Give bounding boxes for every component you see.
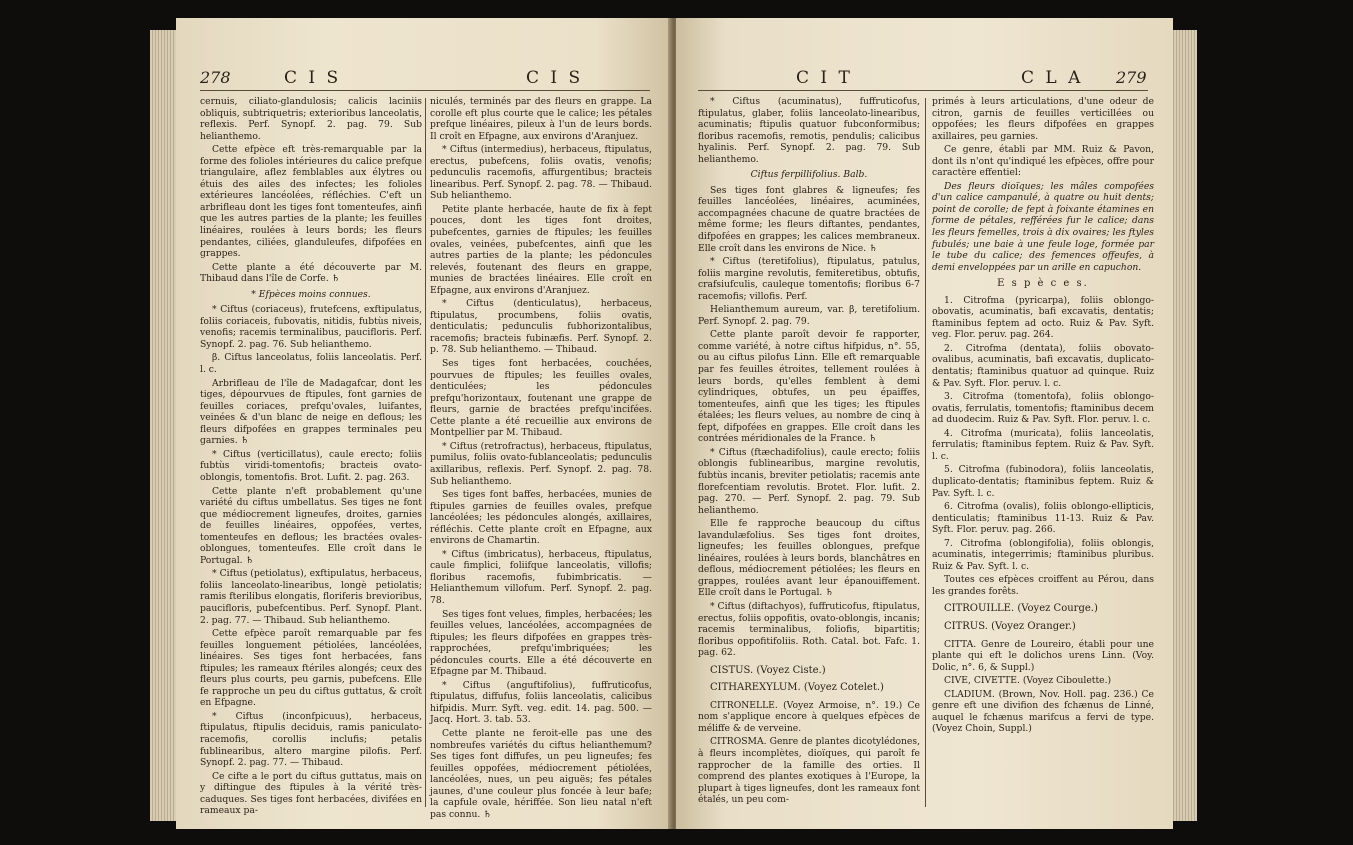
- paragraph: Ses tiges font herbacées, couchées, pourvues de ftipules; les feuilles ovales, denticulées; les pédoncules prefqu'horizontaux, foutenant une grappe de fleurs, garnie de bractées prefqu'incifées. Cette plante a été recueillie aux environs de Montpellier par M. Thibaud.: [430, 358, 652, 439]
- paragraph: CLADIUM. (Brown, Nov. Holl. pag. 236.) Ce genre eft une divifion des fchænus de Linné, auquel le fchænus marifcus a fervi de type. (Voyez Choin, Suppl.): [932, 688, 1154, 735]
- paragraph: * Ciftus (imbricatus), herbaceus, ftipulatus, caule fimplici, foliifque lanceolatis, villofis; floribus racemofis, fubimbricatis. — Helianthemum villofum. Perf. Synopf. 2. pag. 78.: [430, 548, 652, 606]
- column-divider: [425, 98, 426, 807]
- paragraph: Ses tiges font baffes, herbacées, munies de ftipules garnies de feuilles ovales, prefque lancéolées; les pédoncules alongés, axillaires, réfléchis. Cette plante croît en Efpagne, aux environs de Chamartin.: [430, 489, 652, 547]
- right-page-column-2: [932, 96, 1154, 737]
- head-rule-right: [698, 90, 1148, 91]
- paragraph: Ce cifte a le port du ciftus guttatus, mais on y diftingue des ftipules à la vérité très-caduques. Ses tiges font herbacées, divifées en rameaux pa-: [200, 770, 422, 817]
- paragraph: * Ciftus (retrofractus), herbaceus, ftipulatus, pumilus, foliis ovato-fublanceolatis; pedunculis axillaribus, reflexis. Perf. Synopf. 2. pag. 78. Sub helianthemo.: [430, 440, 652, 487]
- species-entry: 3. Citrofma (tomentofa), foliis oblongo-ovatis, ferrulatis, tomentofis; ftaminibus decem ad duodecim. Ruiz & Pav. Syft. Flor. peruv. l. c.: [932, 391, 1154, 426]
- paragraph: Cette plante ne feroit-elle pas une des nombreufes variétés du ciftus helianthemum? Ses tiges font diffufes, un peu ligneufes; fes feuilles oppofées, médiocrement pétiolées, lancéolées, nues, un peu aiguës; fes pétales jaunes, d'une couleur plus foncée à leur bafe; la capfule ovale, hériffée. Son lieu natal n'eft pas connu. ♄: [430, 727, 652, 820]
- paragraph: Ce genre, établi par MM. Ruiz & Pavon, dont ils n'ont qu'indiqué les efpèces, offre pour caractère effentiel:: [932, 144, 1154, 179]
- cross-reference: CITHAREXYLUM. (Voyez Cotelet.): [710, 682, 884, 694]
- paragraph: β. Ciftus lanceolatus, foliis lanceolatis. Perf. l. c.: [200, 352, 422, 376]
- running-head-left-a: C I S: [284, 68, 342, 88]
- page-edges-right: [1171, 30, 1197, 821]
- paragraph: CITTA. Genre de Loureiro, établi pour une plante qui eft le dolichos urens Linn. (Voy. Dolic, n°. 6, & Suppl.): [932, 638, 1154, 673]
- species-entry: 1. Citrofma (pyricarpa), foliis oblongo-obovatis, acuminatis, bafi excavatis, dentatis; ftaminibus feptem ad octo. Ruiz & Pav. Syft. veg. Flor. peruv. pag. 264.: [932, 294, 1154, 341]
- paragraph: Cette plante n'eft probablement qu'une variété du ciftus umbellatus. Ses tiges ne font que médiocrement ligneufes, droites, garnies de feuilles linéaires, oppofées, vertes, tomenteufes en deflous; les bractées ovales-oblongues, tomenteufes. Elle croît dans le Portugal. ♄: [200, 485, 422, 566]
- paragraph: * Ciftus (diftachyos), fuffruticofus, ftipulatus, erectus, foliis oppofitis, ovato-oblongis, incanis; racemis terminalibus, foliofis, bipartitis; floribus oppofitifoliis. Roth. Catal. bot. Fafc. 1. pag. 62.: [698, 600, 920, 659]
- paragraph: * Ciftus (coriaceus), frutefcens, exftipulatus, foliis coriaceis, fubovatis, nitidis, fubtùs niveis, venofis; racemis terminalibus, paucifloris. Perf. Synopf. 2. pag. 76. Sub helianthemo.: [200, 304, 422, 350]
- paragraph: cernuis, ciliato-glandulosis; calicis laciniis obliquis, subtriquetris; exterioribus lanceolatis, reflexis. Perf. Synopf. 2. pag. 79. Sub helianthemo.: [200, 96, 422, 142]
- right-page: [676, 18, 1173, 829]
- species-entry: 6. Citrofma (ovalis), foliis oblongo-ellipticis, denticulatis; ftaminibus 11-13. Ruiz & Pav. Syft. Flor. peruv. pag. 266.: [932, 501, 1154, 536]
- cross-reference: CITRUS. (Voyez Oranger.): [944, 620, 1076, 632]
- paragraph: Ses tiges font glabres & ligneufes; fes feuilles lancéolées, linéaires, acuminées, accompagnées chacune de quatre bractées de même forme; les fleurs diftantes, pendantes, difpofées en grappes; les calices membraneux. Elle croît dans les environs de Nice. ♄: [698, 184, 920, 254]
- paragraph: Helianthemum aureum, var. β, teretifolium. Perf. Synopf. 2. pag. 79.: [698, 304, 920, 327]
- paragraph: Des fleurs dioïques; les mâles compofées d'un calice campanulé, à quatre ou huit dents; point de corolle; de fept à foixante étamines en forme de pétales, refférées fur le calice; dans les fleurs femelles, trois à dix ovaires; les ftyles fubulés; une baie à une feule loge, formée par le tube du calice; des femences offeufes, à demi enveloppées par un arille en capuchon.: [932, 180, 1154, 273]
- paragraph: Ses tiges font velues, fimples, herbacées; les feuilles velues, lancéolées, accompagnées de ftipules; les fleurs difpofées en grappes très-rapprochées, prefqu'imbriquées; les pédoncules courts. Elle a été découverte en Efpagne par M. Thibaud.: [430, 608, 652, 678]
- paragraph: Cette efpèce eft très-remarquable par la forme des folioles intérieures du calice prefque triangulaire, aflez femblables aux élytres ou étuis des ailes des infectes; les folioles extérieures lancéolées, réfléchies. C'eft un arbrifleau dont les tiges font tomenteufes, ainfi que les autres parties de la plante; les feuilles linéaires, roulées à leurs bords; les fleurs pendantes, ciliées, glanduleufes, difpofées en grappes.: [200, 144, 422, 260]
- running-head-left-b: C I S: [526, 68, 584, 88]
- species-entry: 5. Citrofma (fubinodora), foliis lanceolatis, duplicato-dentatis; ftaminibus feptem. Ruiz & Pav. Syft. l. c.: [932, 464, 1154, 499]
- section-heading: * Efpèces moins connues.: [251, 288, 371, 300]
- running-head-right-b: C L A: [1021, 68, 1084, 88]
- paragraph: * Ciftus (petiolatus), exftipulatus, herbaceus, foliis lanceolato-linearibus, longè petiolatis; ramis fterilibus elongatis, floriferis brevioribus, paucifloris, pubefcentibus. Perf. Synopf. Plant. 2. pag. 77. — Thibaud. Sub helianthemo.: [200, 568, 422, 626]
- cross-reference: CISTUS. (Voyez Ciste.): [710, 664, 826, 676]
- column-divider: [925, 98, 926, 807]
- paragraph: CITRONELLE. (Voyez Armoise, n°. 19.) Ce nom s'applique encore à quelques efpèces de méliffe & de verveine.: [698, 699, 920, 734]
- paragraph: Cette plante paroît devoir fe rapporter, comme variété, à notre ciftus hifpidus, n°. 55, ou au ciftus pilofus Linn. Elle eft remarquable par fes feuilles étroites, tellement roulées à leurs bords, qu'elles femblent à demi cylindriques, obtufes, un peu épaiffes, tomenteufes, ainfi que les tiges; les ftipules étalées; les fleurs velues, au nombre de cinq à fept, difpofées en grappes. Elle croît dans les contrées méridionales de la France. ♄: [698, 329, 920, 445]
- paragraph: Arbrifleau de l'île de Madagafcar, dont les tiges, dépourvues de ftipules, font garnies de feuilles coriaces, prefqu'ovales, luifantes, veinées & d'un blanc de neige en deflous; les fleurs difpofées en grappes terminales peu garnies. ♄: [200, 377, 422, 447]
- paragraph: * Ciftus (acuminatus), fuffruticofus, ftipulatus, glaber, foliis lanceolato-linearibus, acuminatis; ftipulis quatuor fubconformibus; floribus racemofis, remotis, pendulis; calicibus hyalinis. Perf. Synopf. 2. pag. 79. Sub helianthemo.: [698, 96, 920, 165]
- paragraph: Cette efpèce paroît remarquable par fes feuilles longuement pétiolées, lancéolées, linéaires. Ses tiges font herbacées, fans ftipules; les rameaux ftériles alongés; ceux des fleurs plus courts, peu garnis, pubefcens. Elle fe rapproche un peu du ciftus guttatus, & croît en Efpagne.: [200, 628, 422, 709]
- page-edges-left: [150, 30, 178, 821]
- paragraph: * Ciftus (anguftifolius), fuffruticofus, ftipulatus, diffufus, foliis lanceolatis, calicibus hifpidis. Murr. Syft. veg. edit. 14. pag. 500. — Jacq. Hort. 3. tab. 53.: [430, 679, 652, 726]
- page-number-left: 278: [200, 68, 231, 87]
- paragraph: Petite plante herbacée, haute de fix à fept pouces, dont les tiges font droites, pubefcentes, garnies de ftipules; les feuilles ovales, veinées, pubefcentes, ainfi que les autres parties de la plante; les pédoncules relevés, foutenant des fleurs en grappe, munies de bractées linéaires. Elle croît en Efpagne, aux environs d'Aranjuez.: [430, 203, 652, 296]
- paragraph: * Ciftus (verticillatus), caule erecto; foliis fubtùs viridi-tomentofis; bracteis ovato-oblongis, tomentofis. Brot. Lufit. 2. pag. 263.: [200, 448, 422, 483]
- paragraph: primés à leurs articulations, d'une odeur de citron, garnis de feuilles verticillées ou oppofées; les fleurs difpofées en grappes axillaires, peu garnies.: [932, 96, 1154, 142]
- cross-reference: CITROUILLE. (Voyez Courge.): [944, 603, 1098, 615]
- head-rule-left: [200, 90, 650, 91]
- paragraph: * Ciftus (intermedius), herbaceus, ftipulatus, erectus, pubefcens, foliis ovatis, venofis; pedunculis racemofis, affurgentibus; bracteis linearibus. Perf. Synopf. 2. pag. 78. — Thibaud. Sub helianthemo.: [430, 144, 652, 202]
- paragraph: CITROSMA. Genre de plantes dicotylédones, à fleurs incomplètes, dioïques, qui paroît fe rapprocher de la famille des orties. Il comprend des plantes exotiques à l'Europe, la plupart à tiges ligneufes, dont les rameaux font étalés, un peu com-: [698, 736, 920, 806]
- species-entry: 7. Citrofma (oblongifolia), foliis oblongis, acuminatis, integerrimis; ftaminibus pluribus. Ruiz & Pav. Syft. l. c.: [932, 537, 1154, 572]
- right-page-column-1: [698, 96, 920, 808]
- left-page-column-1: [200, 96, 422, 819]
- paragraph: Cette plante a été découverte par M. Thibaud dans l'île de Corfe. ♄: [200, 261, 422, 285]
- page-number-right: 279: [1116, 68, 1147, 87]
- paragraph: * Ciftus (denticulatus), herbaceus, ftipulatus, procumbens, foliis ovatis, denticulatis; pedunculis fubhorizontalibus, racemofis; bracteis fubinæfis. Perf. Synopf. 2. p. 78. Sub helianthemo. — Thibaud.: [430, 298, 652, 356]
- paragraph: * Ciftus (ftæchadifolius), caule erecto; foliis oblongis fublinearibus, margine revolutis, fubtùs incanis, breviter petiolatis; racemis ante florefcentiam revolutis. Brotet. Flor. lufit. 2. pag. 270. — Perf. Synopf. 2. pag. 79. Sub helianthemo.: [698, 446, 920, 516]
- paragraph: CIVE, CIVETTE. (Voyez Ciboulette.): [944, 675, 1112, 687]
- paragraph: niculés, terminés par des fleurs en grappe. La corolle eft plus courte que le calice; les pétales prefque linéaires, pileux à l'un de leurs bords. Il croît en Efpagne, aux environs d'Aranjuez.: [430, 96, 652, 142]
- left-page: [176, 18, 671, 829]
- left-page-column-2: [430, 96, 652, 822]
- especes-heading: E s p è c e s.: [997, 278, 1089, 290]
- paragraph: * Ciftus (teretifolius), ftipulatus, patulus, foliis margine revolutis, femiteretibus, obtufis, crafsiufculis, cauleque tomentofis; floribus 6-7 racemofis; villofis. Perf.: [698, 256, 920, 302]
- species-entry: 2. Citrofma (dentata), foliis obovato-ovalibus, acuminatis, bafi excavatis, duplicato-dentatis; ftaminibus quatuor ad quinque. Ruiz & Pav. Syft. Flor. peruv. l. c.: [932, 342, 1154, 389]
- paragraph: Elle fe rapproche beaucoup du ciftus lavandulæfolius. Ses tiges font droites, ligneufes; les feuilles oblongues, prefque linéaires, roulées à leurs bords, blanchâtres en deflous, médiocrement pétiolées; les fleurs en grappes, roulées avant leur épanouiffement. Elle croît dans le Portugal. ♄: [698, 518, 920, 599]
- species-entry: 4. Citrofma (muricata), foliis lanceolatis, ferrulatis; ftaminibus feptem. Ruiz & Pav. Syft. l. c.: [932, 427, 1154, 462]
- synonym-line: Ciftus ferpillifolius. Balb.: [750, 169, 868, 181]
- paragraph: * Ciftus (inconfpicuus), herbaceus, ftipulatus, ftipulis deciduis, ramis paniculato-racemofis, corollis inclufis; petalis fublinearibus, altero margine pilofis. Perf. Synopf. 2. pag. 77. — Thibaud.: [200, 710, 422, 769]
- paragraph: Toutes ces efpèces croiffent au Pérou, dans les grandes forêts.: [932, 574, 1154, 597]
- running-head-right-a: C I T: [796, 68, 853, 88]
